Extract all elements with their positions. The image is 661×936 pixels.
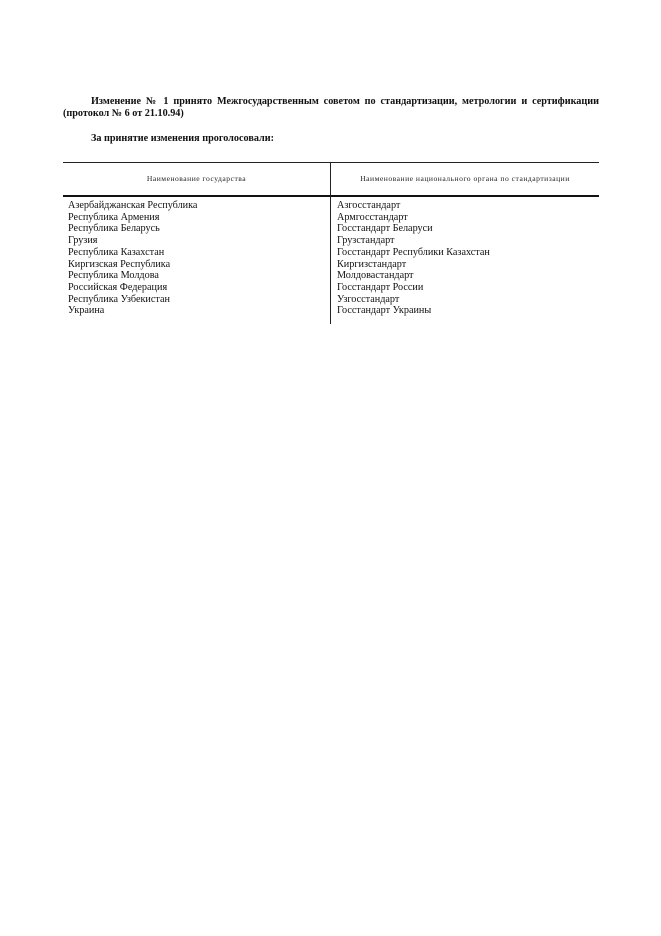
column-divider — [330, 162, 331, 324]
standards-body-list — [337, 200, 490, 317]
state-cell: Киргизская Республика — [68, 258, 171, 270]
vote-heading: За принятие изменения проголосовали: — [91, 133, 275, 144]
column-header-state: Наименование государства — [146, 174, 247, 183]
standards-body-cell: Госстандарт России — [337, 281, 424, 293]
state-cell: Украина — [68, 305, 105, 317]
state-cell: Республика Армения — [68, 211, 160, 223]
standards-body-cell: Армгосстандарт — [337, 211, 408, 223]
standards-body-cell: Молдовастандарт — [337, 270, 414, 282]
state-cell: Азербайджанская Республика — [68, 200, 198, 211]
column-header-standards-body: Наименование национального органа по стандартизации — [360, 174, 570, 183]
standards-body-cell: Киргизстандарт — [337, 258, 407, 270]
amendment-statement — [63, 96, 599, 119]
standards-body-cell: Узгосстандарт — [337, 293, 400, 305]
state-list — [68, 200, 197, 317]
state-cell: Российская Федерация — [68, 281, 168, 293]
table-header-rule — [63, 195, 599, 197]
state-cell: Грузия — [68, 235, 98, 247]
table-top-rule — [63, 162, 599, 163]
state-cell: Республика Беларусь — [68, 223, 160, 235]
standards-body-cell: Госстандарт Республики Казахстан — [337, 246, 490, 258]
state-cell: Республика Узбекистан — [68, 293, 170, 305]
amendment-statement-line2: (протокол № 6 от 21.10.94) — [63, 107, 184, 119]
standards-body-cell: Азгосстандарт — [337, 200, 401, 211]
standards-body-cell: Грузстандарт — [337, 235, 395, 247]
amendment-statement-line1: Изменение № 1 принято Межгосударственным советом по стандартизации, метрологии и сертификации — [91, 96, 599, 107]
state-cell: Республика Казахстан — [68, 246, 165, 258]
state-cell: Республика Молдова — [68, 270, 159, 282]
standards-body-cell: Госстандарт Украины — [337, 305, 432, 317]
standards-body-cell: Госстандарт Беларуси — [337, 223, 433, 235]
